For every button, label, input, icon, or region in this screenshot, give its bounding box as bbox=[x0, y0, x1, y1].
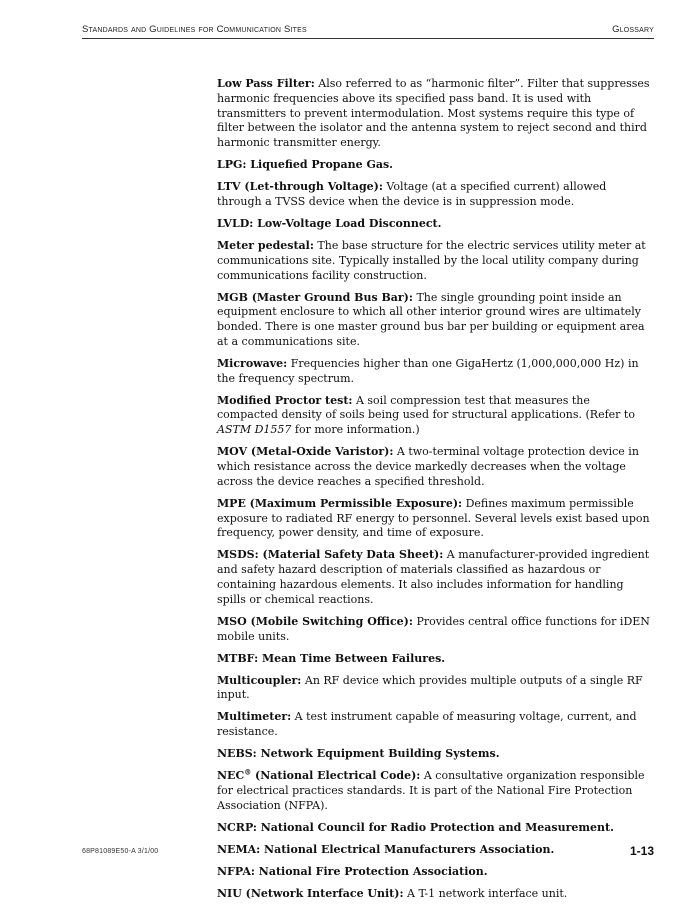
glossary-entry-mpe bbox=[217, 497, 654, 541]
glossary-entry-nfpa bbox=[217, 865, 654, 880]
definition: An RF device which provides multiple outputs of a single RF input. bbox=[217, 673, 643, 702]
term: MPE (Maximum Permissible Exposure): bbox=[217, 496, 463, 510]
term: NEC bbox=[217, 769, 245, 783]
term: Microwave: bbox=[217, 356, 288, 370]
definition: Also referred to as “harmonic filter”. Filter that suppresses harmonic frequencies above its specified pass band. It is used with transmitters to prevent intermodulation. Most systems require this type of filter between the isolator and the antenna system to reject second and third harmonic transmitter energy. bbox=[217, 77, 650, 150]
definition: A T-1 network interface unit. bbox=[403, 886, 568, 900]
definition: A consultative organization responsible for electrical practices standards. It is part of the National Fire Protection Association (NFPA). bbox=[217, 769, 645, 812]
glossary-entry-mov bbox=[217, 445, 654, 489]
term: LVLD: Low-Voltage Load Disconnect. bbox=[217, 216, 442, 230]
glossary-entry-lpg bbox=[217, 158, 654, 173]
glossary-entry-msds bbox=[217, 548, 654, 607]
definition: Voltage (at a specified current) allowed through a TVSS device when the device is in suppression mode. bbox=[217, 180, 607, 208]
page-number: 1-13 bbox=[629, 844, 654, 858]
glossary-body bbox=[217, 77, 654, 909]
term: Modified Proctor test: bbox=[217, 393, 353, 407]
footer-document-id: 68P81089E50-A 3/1/00 bbox=[82, 848, 159, 855]
glossary-entry-nema bbox=[217, 843, 654, 858]
term: Multicoupler: bbox=[217, 673, 302, 687]
definition: Frequencies higher than one GigaHertz (1,000,000,000 Hz) in the frequency spectrum. bbox=[217, 356, 639, 385]
standard-reference: ASTM D1557 bbox=[217, 423, 292, 437]
glossary-entry-nec bbox=[217, 769, 654, 813]
glossary-entry-microwave bbox=[217, 357, 654, 387]
term: MGB (Master Ground Bus Bar): bbox=[217, 290, 413, 304]
term: NIU (Network Interface Unit): bbox=[217, 886, 404, 900]
glossary-entry-mso bbox=[217, 615, 654, 645]
glossary-entry-niu bbox=[217, 887, 654, 902]
definition: The base structure for the electric services utility meter at communications site. Typically installed by the local utility company during communications facility construction. bbox=[217, 238, 646, 282]
term: NEBS: Network Equipment Building Systems. bbox=[217, 747, 500, 761]
term: LPG: Liquefied Propane Gas. bbox=[217, 158, 393, 172]
definition: A test instrument capable of measuring voltage, current, and resistance. bbox=[217, 710, 637, 739]
glossary-entry-modified-proctor-test bbox=[217, 394, 654, 438]
glossary-entry-meter-pedestal bbox=[217, 239, 654, 283]
running-header-title: Standards and Guidelines for Communication Sites bbox=[82, 24, 307, 35]
glossary-entry-nebs bbox=[217, 747, 654, 762]
definition: Defines maximum permissible exposure to radiated RF energy to personnel. Several levels exist based upon frequency, power density, and time of exposure. bbox=[217, 496, 650, 540]
glossary-entry-low-pass-filter bbox=[217, 77, 654, 151]
term: MSO (Mobile Switching Office): bbox=[217, 614, 413, 628]
glossary-entry-ltv bbox=[217, 180, 654, 210]
registered-mark: ® bbox=[244, 767, 252, 777]
glossary-entry-mtbf bbox=[217, 652, 654, 667]
term: MOV (Metal-Oxide Varistor): bbox=[217, 445, 394, 459]
header-rule bbox=[82, 38, 654, 39]
term: NEMA: National Electrical Manufacturers Association. bbox=[217, 842, 555, 856]
definition: A two-terminal voltage protection device in which resistance across the device markedly decreases when the voltage across the device reaches a specified threshold. bbox=[217, 445, 639, 488]
glossary-entry-ncrp bbox=[217, 821, 654, 836]
glossary-entry-mgb bbox=[217, 291, 654, 350]
definition-continued: for more information.) bbox=[291, 423, 420, 437]
term: Meter pedestal: bbox=[217, 238, 314, 252]
term: LTV (Let-through Voltage): bbox=[217, 180, 383, 194]
term: Low Pass Filter: bbox=[217, 77, 315, 90]
term: Multimeter: bbox=[217, 710, 292, 724]
glossary-entry-lvld bbox=[217, 217, 654, 232]
definition: The single grounding point inside an equipment enclosure to which all other interior ground wires are ultimately bonded. There is one master ground bus bar per building or equipment area at a communications site. bbox=[217, 290, 645, 348]
term: MTBF: Mean Time Between Failures. bbox=[217, 651, 446, 665]
term: MSDS: (Material Safety Data Sheet): bbox=[217, 548, 444, 562]
definition: A manufacturer-provided ingredient and safety hazard description of materials classified as hazardous or containing hazardous elements. It also includes information for handling spills or chemical reactions. bbox=[217, 548, 650, 606]
definition: A soil compression test that measures the compacted density of soils being used for structural applications. (Refer to bbox=[217, 393, 635, 422]
running-header-section: Glossary bbox=[612, 24, 654, 35]
definition: Provides central office functions for iDEN mobile units. bbox=[217, 614, 650, 643]
term: NCRP: National Council for Radio Protection and Measurement. bbox=[217, 820, 614, 834]
term-continued: (National Electrical Code): bbox=[251, 769, 421, 783]
term: NFPA: National Fire Protection Association. bbox=[217, 864, 488, 878]
glossary-entry-multicoupler bbox=[217, 674, 654, 704]
glossary-entry-multimeter bbox=[217, 710, 654, 740]
